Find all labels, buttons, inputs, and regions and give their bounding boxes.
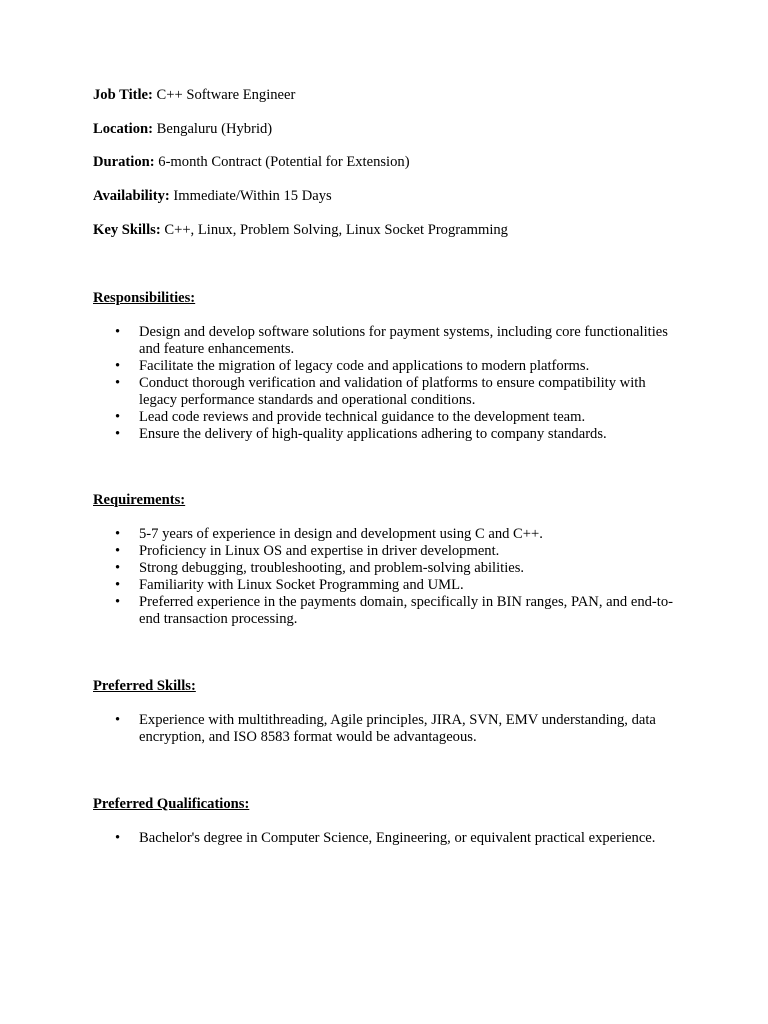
section-heading: Preferred Skills:: [93, 678, 196, 694]
field-availability: [93, 188, 673, 205]
field-location: [93, 121, 673, 138]
bullet-list: [93, 830, 673, 847]
list-item: • Experience with multithreading, Agile principles, JIRA, SVN, EMV understanding, data encryption, and ISO 8583 format would be advantageous.: [93, 712, 673, 746]
field-value: C++, Linux, Problem Solving, Linux Socket Programming: [160, 221, 508, 238]
field-key-skills: [93, 222, 673, 239]
list-item: • Facilitate the migration of legacy code and applications to modern platforms.: [93, 358, 673, 375]
section-heading: Preferred Qualifications:: [93, 796, 250, 812]
list-item: • 5-7 years of experience in design and development using C and C++.: [93, 526, 673, 543]
section-heading: Requirements:: [93, 492, 186, 508]
list-item: • Preferred experience in the payments domain, specifically in BIN ranges, PAN, and end-to-end transaction processing.: [93, 594, 673, 628]
section-preferred-qualifications: [93, 796, 673, 847]
section-heading: Responsibilities:: [93, 290, 196, 306]
field-value: C++ Software Engineer: [152, 87, 296, 103]
field-label: Location:: [93, 120, 153, 137]
section-requirements: [93, 492, 673, 628]
list-item: • Ensure the delivery of high-quality applications adhering to company standards.: [93, 426, 673, 443]
field-value: 6-month Contract (Potential for Extension): [154, 154, 410, 171]
section-preferred-skills: [93, 678, 673, 746]
list-item: • Lead code reviews and provide technical guidance to the development team.: [93, 409, 673, 426]
field-label: Availability:: [93, 188, 170, 205]
field-value: Immediate/Within 15 Days: [169, 188, 332, 205]
field-label: Key Skills:: [93, 221, 161, 238]
bullet-list: [93, 712, 673, 746]
field-label: Job Title:: [93, 87, 153, 103]
section-responsibilities: [93, 290, 673, 443]
list-item: • Strong debugging, troubleshooting, and problem-solving abilities.: [93, 560, 673, 577]
field-value: Bengaluru (Hybrid): [153, 120, 273, 137]
field-job-title: [93, 87, 673, 104]
list-item: • Familiarity with Linux Socket Programming and UML.: [93, 577, 673, 594]
list-item: • Proficiency in Linux OS and expertise in driver development.: [93, 543, 673, 560]
list-item: • Conduct thorough verification and validation of platforms to ensure compatibility with legacy performance standards and operational conditions.: [93, 375, 673, 409]
field-duration: [93, 154, 673, 171]
document-page: [93, 87, 673, 846]
list-item: • Bachelor's degree in Computer Science, Engineering, or equivalent practical experience.: [93, 830, 673, 847]
list-item: • Design and develop software solutions for payment systems, including core functionalities and feature enhancements.: [93, 324, 673, 358]
bullet-list: [93, 324, 673, 443]
bullet-list: [93, 526, 673, 628]
field-label: Duration:: [93, 154, 155, 171]
